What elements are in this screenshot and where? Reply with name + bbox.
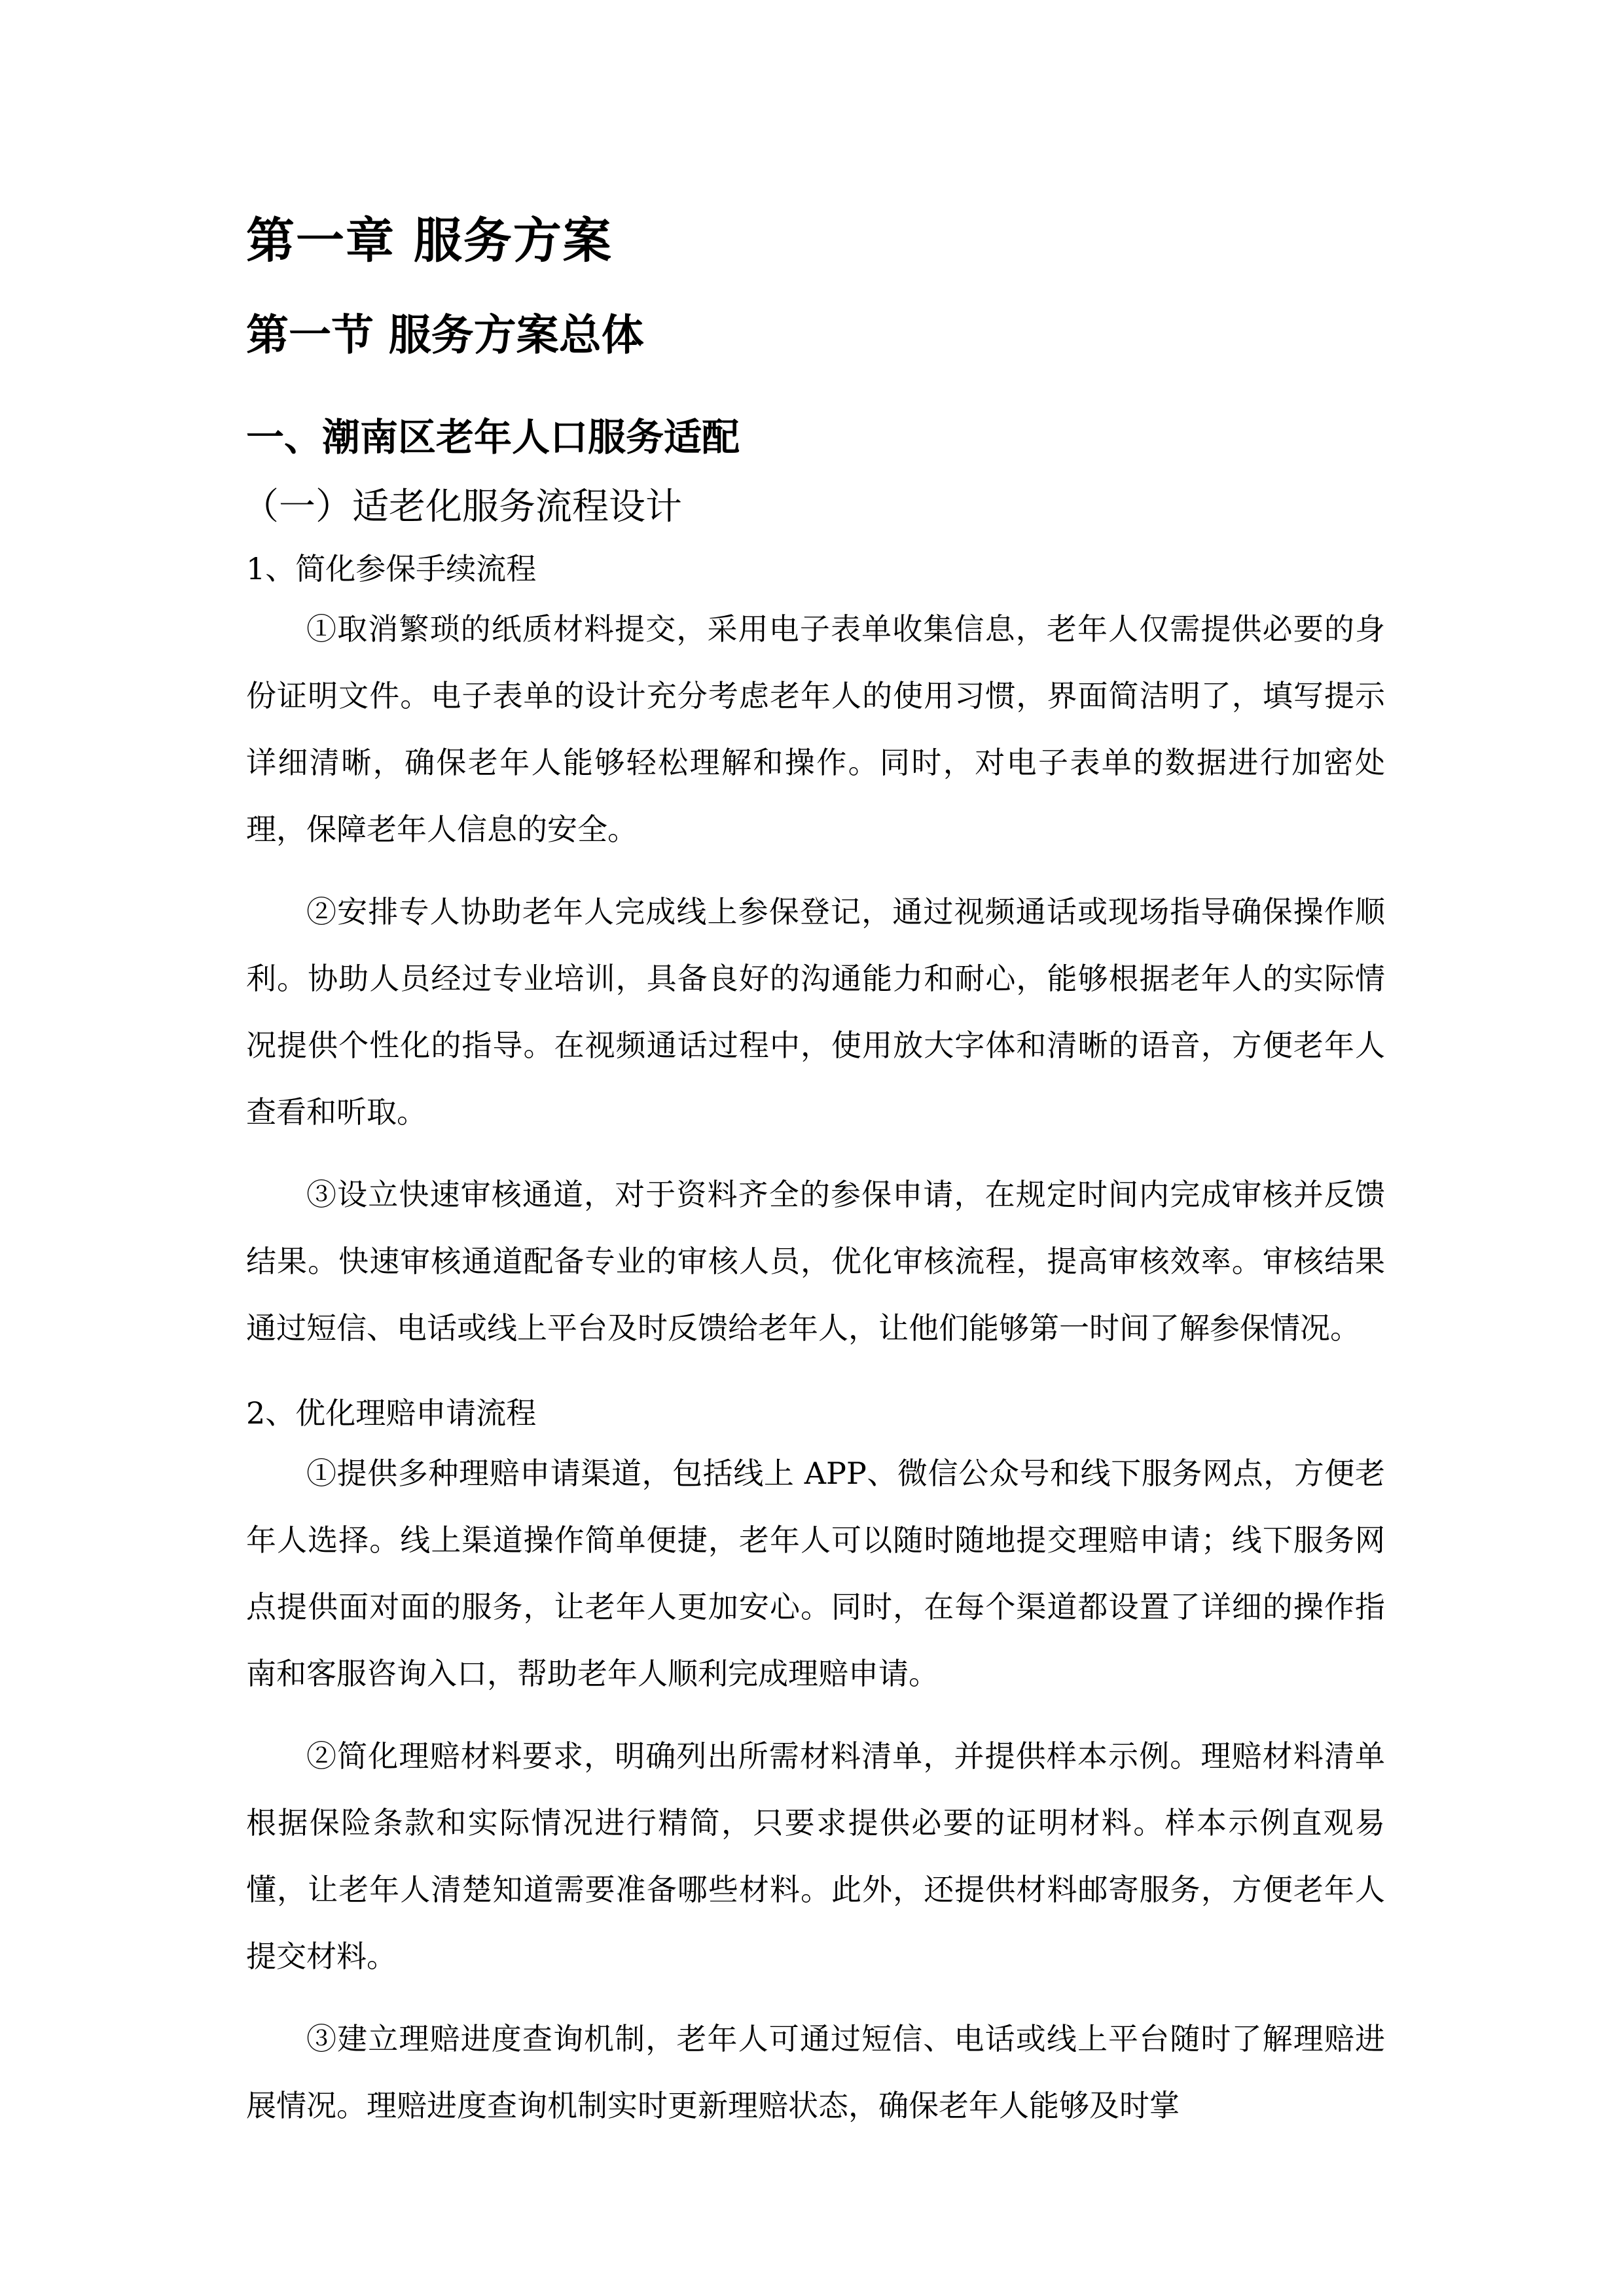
heading-level-4: （一）适老化服务流程设计 — [242, 486, 682, 528]
body-paragraph: ②安排专人协助老年人完成线上参保登记，通过视频通话或现场指导确保操作顺利。协助人员经过专业培训，具备良好的沟通能力和耐心，能够根据老年人的实际情况提供个性化的指导。在视频通话过程中，使用放大字体和清晰的语音，方便老年人查看和听取。 — [246, 894, 1385, 1130]
body-paragraph: ①取消繁琐的纸质材料提交，采用电子表单收集信息，老年人仅需提供必要的身份证明文件。电子表单的设计充分考虑老年人的使用习惯，界面简洁明了，填写提示详细清晰，确保老年人能够轻松理解和操作。同时，对电子表单的数据进行加密处理，保障老年人信息的安全。 — [246, 611, 1385, 847]
body-paragraph: ③设立快速审核通道，对于资料齐全的参保申请，在规定时间内完成审核并反馈结果。快速审核通道配备专业的审核人员，优化审核流程，提高审核效率。审核结果通过短信、电话或线上平台及时反馈给老年人，让他们能够第一时间了解参保情况。 — [246, 1177, 1385, 1346]
heading-level-3: 一、潮南区老年人口服务适配 — [246, 415, 740, 459]
chapter-title: 第一章 服务方案 — [246, 213, 613, 269]
body-content — [246, 542, 1385, 2155]
body-paragraph: ③建立理赔进度查询机制，老年人可通过短信、电话或线上平台随时了解理赔进展情况。理赔进度查询机制实时更新理赔状态，确保老年人能够及时掌 — [246, 2021, 1385, 2123]
spacer — [246, 1377, 1385, 1386]
subsection-title: 2、优化理赔申请流程 — [246, 1395, 537, 1431]
subsection-title: 1、简化参保手续流程 — [246, 551, 537, 586]
body-paragraph: ①提供多种理赔申请渠道，包括线上 APP、微信公众号和线下服务网点，方便老年人选择。线上渠道操作简单便捷，老年人可以随时随地提交理赔申请；线下服务网点提供面对面的服务，让老年人更加安心。同时，在每个渠道都设置了详细的操作指南和客服咨询入口，帮助老年人顺利完成理赔申请。 — [246, 1456, 1385, 1691]
section-title: 第一节 服务方案总体 — [246, 311, 644, 360]
body-paragraph: ②简化理赔材料要求，明确列出所需材料清单，并提供样本示例。理赔材料清单根据保险条款和实际情况进行精简，只要求提供必要的证明材料。样本示例直观易懂，让老年人清楚知道需要准备哪些材料。此外，还提供材料邮寄服务，方便老年人提交材料。 — [246, 1738, 1385, 1974]
